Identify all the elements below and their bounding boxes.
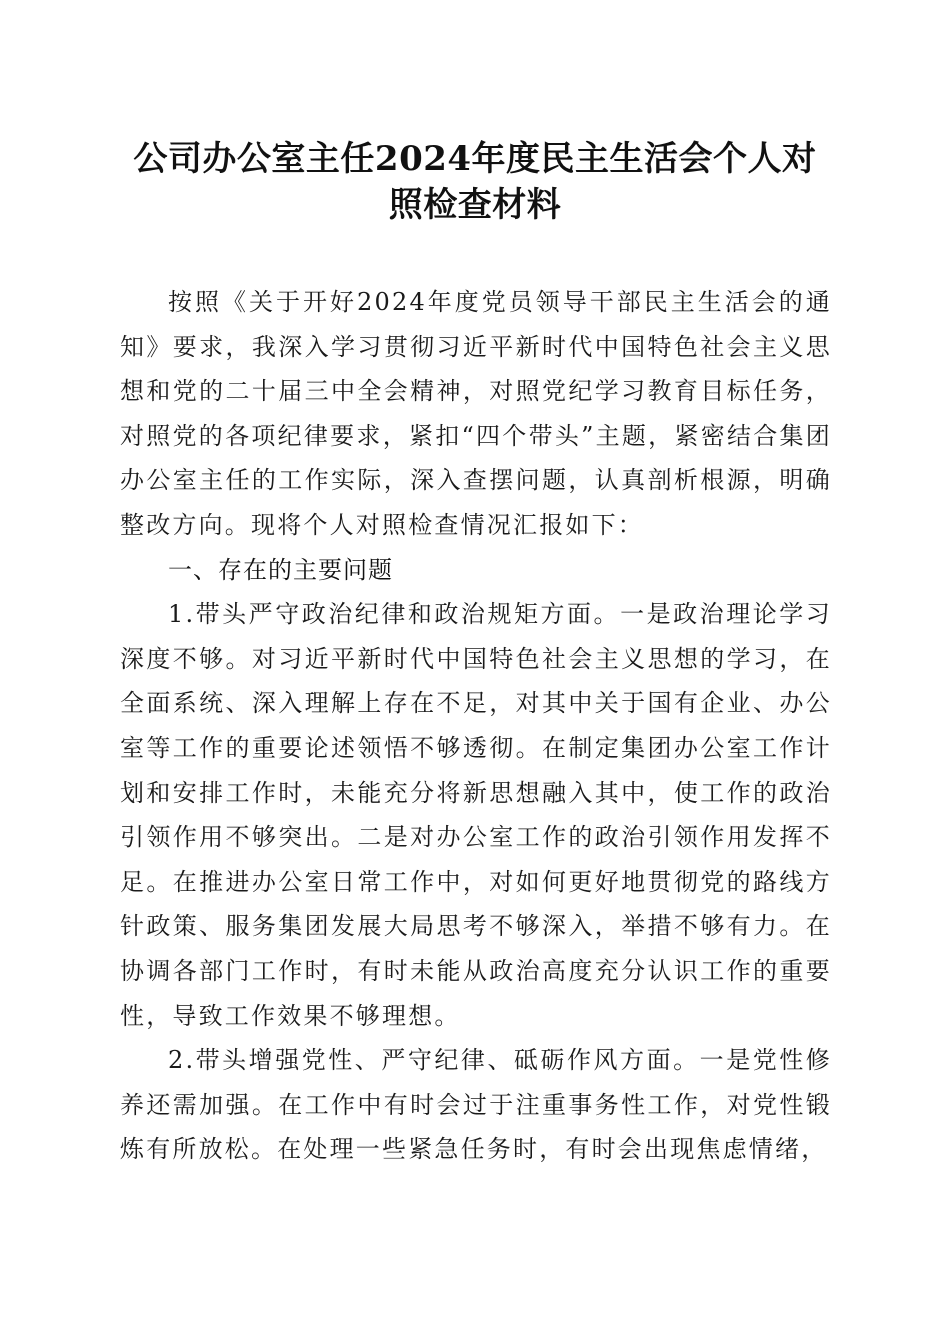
problem-item-1: 1.带头严守政治纪律和政治规矩方面。一是政治理论学习深度不够。对习近平新时代中国特色社会主义思想的学习，在全面系统、深入理解上存在不足，对其中关于国有企业、办公室等工作的重要论述领悟不够透彻。在制定集团办公室工作计划和安排工作时，未能充分将新思想融入其中，使工作的政治引领作用不够突出。二是对办公室工作的政治引领作用发挥不足。在推进办公室日常工作中，对如何更好地贯彻党的路线方针政策、服务集团发展大局思考不够深入，举措不够有力。在协调各部门工作时，有时未能从政治高度充分认识工作的重要性，导致工作效果不够理想。 bbox=[120, 600, 832, 1030]
intro-paragraph: 按照《关于开好2024年度党员领导干部民主生活会的通知》要求，我深入学习贯彻习近平新时代中国特色社会主义思想和党的二十届三中全会精神，对照党纪学习教育目标任务，对照党的各项纪律要求，紧扣“四个带头”主题，紧密结合集团办公室主任的工作实际，深入查摆问题，认真剖析根源，明确整改方向。现将个人对照检查情况汇报如下： bbox=[120, 288, 832, 539]
section-heading: 一、存在的主要问题 bbox=[168, 555, 393, 584]
problem-item-2: 2.带头增强党性、严守纪律、砥砺作风方面。一是党性修养还需加强。在工作中有时会过于注重事务性工作，对党性锻炼有所放松。在处理一些紧急任务时，有时会出现焦虑情绪， bbox=[120, 1046, 832, 1164]
document-body bbox=[120, 280, 832, 1172]
document-title: 公司办公室主任2024年度民主生活会个人对照检查材料 bbox=[133, 139, 817, 225]
